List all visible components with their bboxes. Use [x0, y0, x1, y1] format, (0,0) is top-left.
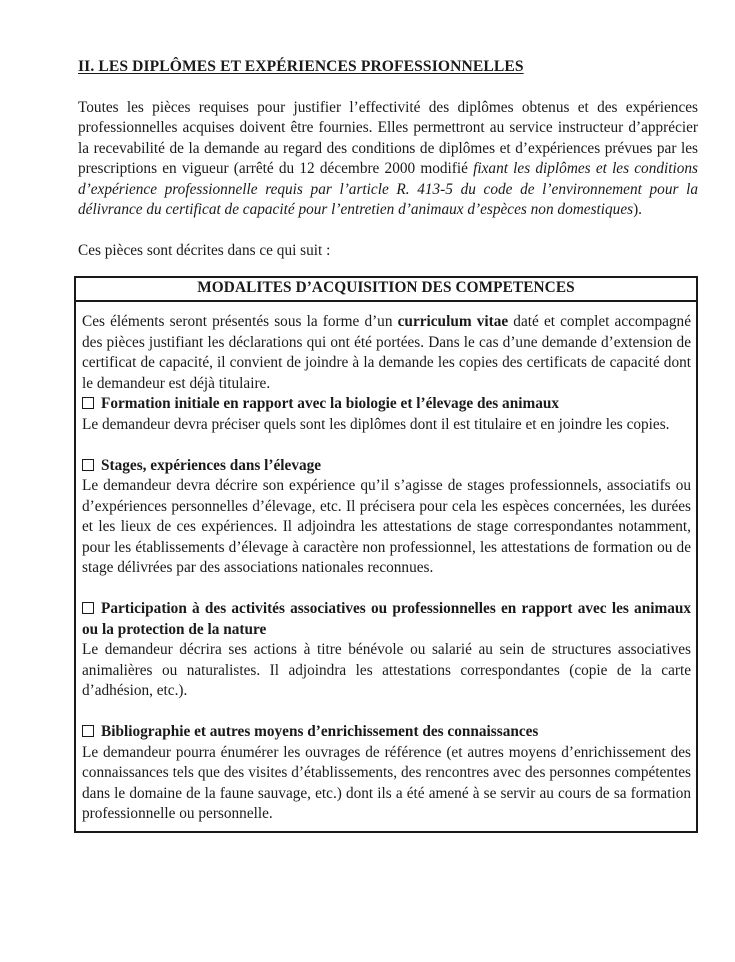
- checkbox-icon: [82, 602, 94, 614]
- box-header-title: MODALITES D’ACQUISITION DES COMPETENCES: [76, 278, 696, 302]
- intro-closing: ).: [633, 201, 642, 218]
- section-heading: [82, 456, 691, 477]
- competences-box: [74, 276, 698, 833]
- box-intro-bold: curriculum vitae: [397, 313, 509, 330]
- checkbox-icon: [82, 397, 94, 409]
- section-participation-activites: [82, 599, 691, 702]
- lead-in-sentence: Ces pièces sont décrites dans ce qui suit :: [78, 241, 331, 259]
- section-heading-text: Stages, expériences dans l’élevage: [101, 456, 322, 474]
- section-heading: [82, 722, 691, 743]
- section-heading-text: Formation initiale en rapport avec la biologie et l’élevage des animaux: [101, 395, 559, 412]
- intro-paragraph: [78, 98, 698, 221]
- section-formation-initiale: [82, 394, 691, 435]
- section-heading: [82, 599, 691, 640]
- box-intro-paragraph: [82, 312, 691, 394]
- section-bibliographie: [82, 722, 691, 825]
- page-title: II. LES DIPLÔMES ET EXPÉRIENCES PROFESSIONNELLES: [78, 58, 524, 75]
- box-intro-before: Ces éléments seront présentés sous la forme d’un: [82, 313, 398, 330]
- section-body: Le demandeur devra décrire son expérience qu’il s’agisse de stages professionnels, associatifs ou d’expériences personnelles d’élevage, etc. Il précisera pour cela les espèces concernées, les durées et les lieux de ces expériences. Il adjoindra les attestations de stage correspondantes notamment, pour les établissements d’élevage à caractère non professionnel, les attestations de formation ou de stage délivrées par des associations nationales reconnues.: [82, 477, 691, 576]
- section-heading: [82, 394, 691, 415]
- box-intro-after: daté et complet accompagné des pièces justifiant les déclarations qui ont été portées. Dans le cas d’une demande d’extension de certificat de capacité, il convient de joindre à la demande les copies des certificats de capacité dont le demandeur est déjà titulaire.: [82, 313, 691, 392]
- section-heading-text: Participation à des activités associatives ou professionnelles en rapport avec les animaux ou la protection de la nature: [82, 600, 691, 638]
- checkbox-icon: [82, 725, 94, 737]
- section-body: Le demandeur devra préciser quels sont les diplômes dont il est titulaire et en joindre les copies.: [82, 415, 670, 433]
- section-heading-text: Bibliographie et autres moyens d’enrichissement des connaissances: [101, 723, 539, 740]
- section-stages-experiences: [82, 456, 691, 579]
- box-body: [76, 302, 696, 831]
- section-body: Le demandeur pourra énumérer les ouvrages de référence (et autres moyens d’enrichissement des connaissances tels que des visites d’établissements, des rencontres avec des personnes compétentes dans le domaine de la faune sauvage, etc.) dont ils a été amené à se servir au cours de sa formation professionnelle ou personnelle.: [82, 743, 691, 822]
- section-body: Le demandeur décrira ses actions à titre bénévole ou salarié au sein de structures associatives animalières ou naturalistes. Il adjoindra les attestations correspondantes (copie de la carte d’adhésion, etc.).: [82, 641, 691, 699]
- intro-text: Toutes les pièces requises pour justifier l’effectivité des diplômes obtenus et des expériences professionnelles acquises doivent être fournies. Elles permettront au service instructeur d’apprécier la recevabilité de la demande au regard des conditions de diplômes et d’expériences prévues par les prescriptions en vigueur (arrêté du 12 décembre 2000 modifié: [78, 98, 698, 177]
- intro-italic-citation: fixant les diplômes et les conditions d’expérience professionnelle requis par l’article R. 413-5 du code de l’environnement pour la délivrance du certificat de capacité pour l’entretien d’animaux d’espèces non domestiques: [78, 160, 698, 218]
- checkbox-icon: [82, 459, 94, 471]
